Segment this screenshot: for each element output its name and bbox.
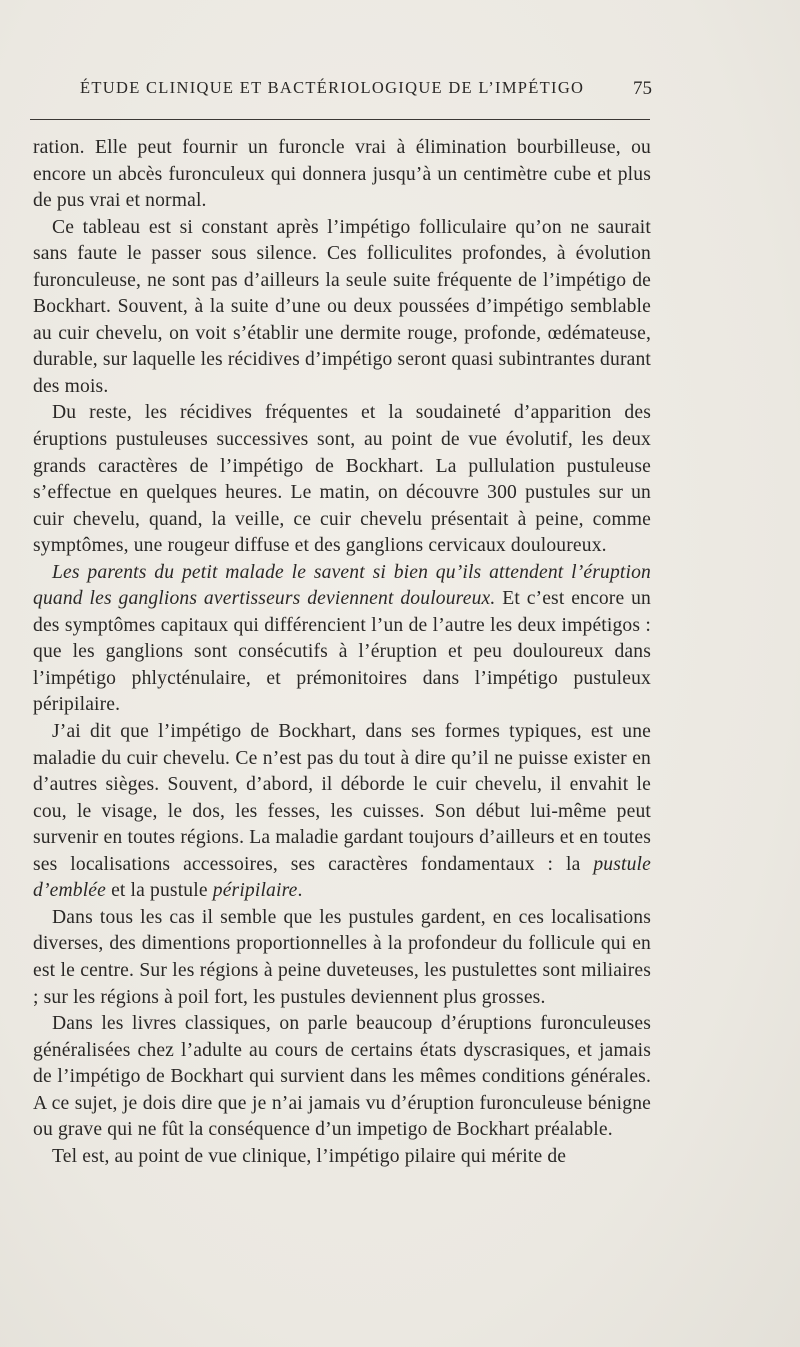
paragraph-4	[33, 560, 651, 719]
running-title: ÉTUDE CLINIQUE ET BACTÉRIOLOGIQUE DE L’IMPÉTIGO	[80, 78, 585, 97]
paragraph-2: Ce tableau est si constant après l’impétigo folliculaire qu’on ne saurait sans faute le passer sous silence. Ces folliculites profondes, à évolution furonculeuse, ne sont pas d’ailleurs la seule suite fréquente de l’impétigo de Bockhart. Souvent, à la suite d’une ou deux poussées d’impétigo semblable au cuir chevelu, on voit s’établir une dermite rouge, profonde, œdémateuse, durable, sur laquelle les récidives d’impétigo seront quasi subintrantes durant des mois.	[33, 216, 652, 397]
body-text	[33, 135, 651, 1170]
paragraph-7: Dans les livres classiques, on parle beaucoup d’éruptions furonculeuses généralisées chez l’adulte au cours de certains états dyscrasiques, et jamais de l’impétigo de Bockhart qui survient dans les mêmes conditions générales. A ce sujet, je dois dire que je n’ai jamais vu d’éruption furonculeuse bénigne ou grave qui ne fût la conséquence d’un impetigo de Bockhart préalable.	[33, 1013, 651, 1141]
paragraph-5-mid: et la pustule	[106, 880, 213, 902]
paragraph-6: Dans tous les cas il semble que les pustules gardent, en ces localisations diverses, des dimentions proportionnelles à la profondeur du follicule qui en est le centre. Sur les régions à peine duveteuses, les pustulettes sont miliaires ; sur les régions à poil fort, les pustules deviennent plus grosses.	[33, 906, 651, 1008]
italic-term-pustule: pustule d’emblée	[33, 853, 651, 902]
italic-passage: Les parents du petit malade le savent si bien qu’ils attendent l’éruption quand les ganglions avertisseurs deviennent douloureux.	[33, 561, 651, 610]
italic-term-peripilaire: péripilaire	[212, 880, 298, 902]
paragraph-5-end: .	[297, 880, 303, 902]
paragraph-4-text: Et c’est encore un des symptômes capitaux qui différencient l’un de l’autre les deux impétigos : que les ganglions sont consécutifs à l’éruption et peu douloureux dans l’impétigo phlycténulaire, et prémonitoires dans l’impétigo pustuleux péripilaire.	[33, 588, 651, 716]
paragraph-8: Tel est, au point de vue clinique, l’impétigo pilaire qui mérite de	[52, 1145, 567, 1167]
page-header	[80, 78, 652, 106]
paragraph-3: Du reste, les récidives fréquentes et la soudaineté d’apparition des éruptions pustuleuses successives sont, au point de vue évolutif, les deux grands caractères de l’impétigo de Bockhart. La pullulation pustuleuse s’effectue en quelques heures. Le matin, on découvre 300 pustules sur un cuir chevelu, quand, la veille, ce cuir chevelu présentait à peine, comme symptômes, une rougeur diffuse et des ganglions cervicaux douloureux.	[33, 402, 651, 557]
header-rule	[30, 119, 650, 120]
paragraph-1: ration. Elle peut fournir un furoncle vrai à élimination bourbilleuse, ou encore un abcès furonculeux qui donnera jusqu’à un centimètre cube et plus de pus vrai et normal.	[33, 137, 651, 212]
paragraph-5-text: J’ai dit que l’impétigo de Bockhart, dans ses formes typiques, est une maladie du cuir chevelu. Ce n’est pas du tout à dire qu’il ne puisse exister en d’autres sièges. Souvent, d’abord, il déborde le cuir chevelu, il envahit le cou, le visage, le dos, les fesses, les cuisses. Son début lui-même peut survenir en toutes régions. La maladie gardant toujours d’ailleurs et en toutes ses localisations accessoires, ses caractères fondamentaux : la	[33, 721, 651, 875]
paragraph-5	[33, 719, 651, 905]
page-number: 75	[633, 78, 652, 99]
